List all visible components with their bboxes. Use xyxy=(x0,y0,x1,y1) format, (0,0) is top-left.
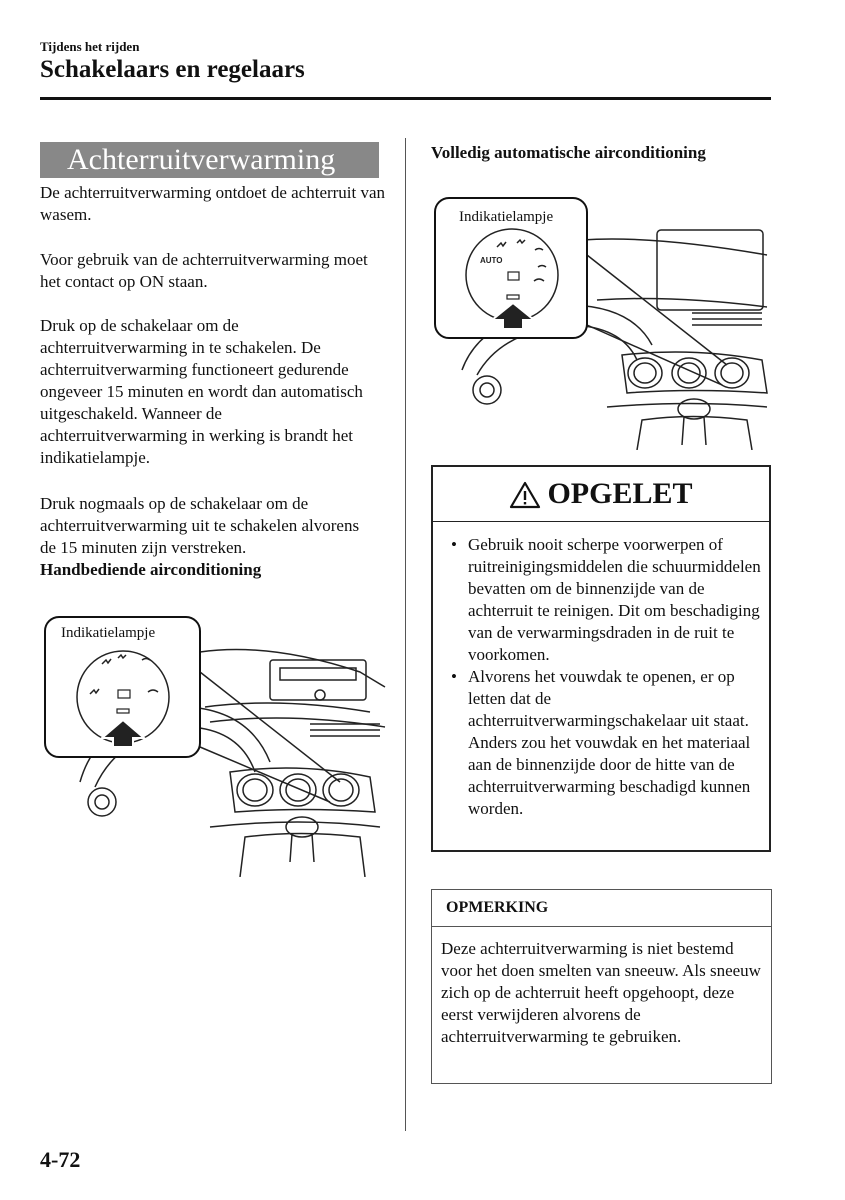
warning-list xyxy=(451,534,761,820)
auto-ac-heading: Volledig automatische airconditioning xyxy=(431,143,706,162)
paragraph-switch-off: Druk nogmaals op de schakelaar om de achterruitverwarming uit te schakelen alvorens de 15 minuten zijn verstreken. xyxy=(40,494,360,557)
column-divider xyxy=(405,138,406,1131)
indicator-lamp-label-auto: Indikatielampje xyxy=(459,209,554,225)
page-number: 4-72 xyxy=(40,1147,81,1172)
header-rule xyxy=(40,97,771,100)
warning-box xyxy=(431,465,771,852)
warning-item-text: Alvorens het vouwdak te openen, er op letten dat de achterruitverwarmingschakelaar uit staat. Anders zou het vouwdak en het materiaal aan de binnenzijde door de hitte van de achterruitverwarming beschadigd kunnen worden. xyxy=(468,667,751,818)
bullet: • xyxy=(451,667,457,686)
section-title: Achterruitverwarming xyxy=(40,142,379,178)
paragraph-switch-on: Druk op de schakelaar om de achterruitverwarming in te schakelen. De achterruitverwarming functioneert gedurende ongeveer 15 minuten en wordt dan automatisch uitgeschakeld. Wanneer de achterruitverwarming in werking is brandt het indikatielampje. xyxy=(40,316,363,467)
auto-button-text: AUTO xyxy=(480,256,503,265)
warning-triangle-icon xyxy=(509,480,541,510)
auto-ac-figure xyxy=(432,195,772,450)
paragraph-contact: Voor gebruik van de achterruitverwarming moet het contact op ON staan. xyxy=(40,250,368,291)
running-header-section: Tijdens het rijden xyxy=(40,39,140,54)
warning-title: OPGELET xyxy=(547,477,693,510)
bullet: • xyxy=(451,535,457,554)
note-text: Deze achterruitverwarming is niet bestemd voor het doen smelten van sneeuw. Als sneeuw zich op de achterruit heeft opgehoopt, deze eerst verwijderen alvorens de achterruitverwarming te gebruiken. xyxy=(441,939,761,1046)
warning-header xyxy=(433,467,769,522)
note-box xyxy=(431,889,772,1084)
manual-ac-heading: Handbediende airconditioning xyxy=(40,560,262,579)
warning-item xyxy=(451,534,761,666)
note-title: OPMERKING xyxy=(432,890,771,927)
warning-item xyxy=(451,666,761,820)
page-title: Schakelaars en regelaars xyxy=(40,56,305,83)
indicator-lamp-label-manual: Indikatielampje xyxy=(61,625,156,641)
manual-ac-figure xyxy=(40,612,390,877)
warning-item-text: Gebruik nooit scherpe voorwerpen of ruitreinigingsmiddelen die schuurmiddelen bevatten om de binnenzijde van de achterruit te reinigen. Dit om beschadiging van de verwarmingsdraden in de ruit te voorkomen. xyxy=(468,535,761,664)
paragraph-intro: De achterruitverwarming ontdoet de achterruit van wasem. xyxy=(40,183,386,224)
